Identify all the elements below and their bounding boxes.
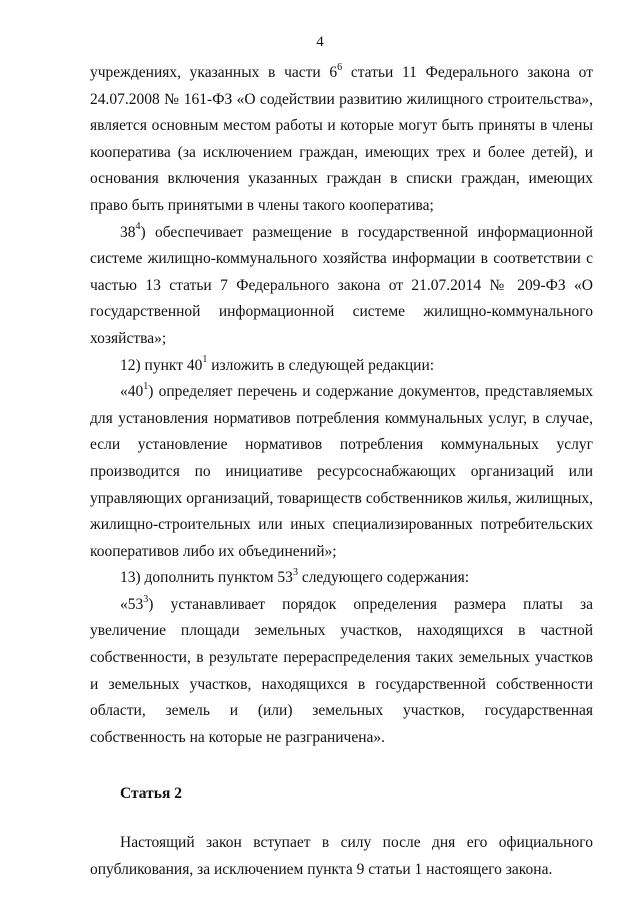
- paragraph-53-3: [90, 592, 593, 752]
- document-body: [90, 60, 593, 883]
- page-number: 4: [316, 34, 324, 50]
- paragraph-item-12: [90, 353, 593, 380]
- paragraph-40-1: [90, 379, 593, 565]
- superscript: 3: [143, 593, 149, 605]
- paragraph-text: ) обеспечивает размещение в государственной информационной системе жилищно-коммунального хозяйства информации в соответствии с частью 13 статьи 7 Федерального закона от 21.07.2014 № 209-ФЗ «О государственной информационной системе жилищно-коммунального хозяйства»;: [90, 223, 593, 347]
- paragraph-text: «40: [120, 383, 144, 401]
- superscript: 1: [202, 354, 208, 366]
- paragraph-38-4: [90, 220, 593, 353]
- paragraph-text: следующего содержания:: [297, 569, 470, 587]
- paragraph-text: ) устанавливает порядок определения размера платы за увеличение площади земельных участков, находящихся в частной собственности, в результате перераспределения таких земельных участков и земельных участков, находящихся в государственной собственности области, земель и (или) земельных участков, государственная собственность на которые не разграничена».: [90, 595, 593, 746]
- paragraph-text: 38: [120, 223, 136, 241]
- article-heading: Статья 2: [120, 785, 182, 803]
- paragraph-text: ) определяет перечень и содержание документов, представляемых для установления нормативов потребления коммунальных услуг, в случае, если установление нормативов потребления коммунальных услуг производится по инициативе ресурсоснабжающих организаций или управляющих организаций, товариществ собственников жилья, жилищных, жилищно-строительных или иных специализированных потребительских кооперативов либо их объединений»;: [90, 383, 593, 560]
- paragraph-1: [90, 60, 593, 220]
- paragraph-item-13: [90, 565, 593, 592]
- paragraph-text: изложить в следующей редакции:: [207, 356, 435, 374]
- superscript: 3: [292, 567, 298, 579]
- paragraph-effective-date: Настоящий закон вступает в силу после дня его официального опубликования, за исключением пункта 9 статьи 1 настоящего закона.: [90, 834, 593, 878]
- superscript: 1: [143, 380, 149, 392]
- paragraph-text: 13) дополнить пунктом 53: [120, 569, 293, 587]
- paragraph-text: статьи 11 Федерального закона от 24.07.2008 № 161-ФЗ «О содействии развитию жилищного строительства», является основным местом работы и которые могут быть приняты в члены кооператива (за исключением граждан, имеющих трех и более детей), и основания включения указанных граждан в списки граждан, имеющих право быть принятыми в члены такого кооператива;: [90, 64, 593, 214]
- superscript: 6: [337, 61, 343, 73]
- paragraph-text: учреждениях, указанных в части 6: [90, 64, 338, 81]
- paragraph-text: 12) пункт 40: [120, 356, 203, 374]
- superscript: 4: [135, 221, 141, 233]
- paragraph-text: «53: [120, 595, 144, 613]
